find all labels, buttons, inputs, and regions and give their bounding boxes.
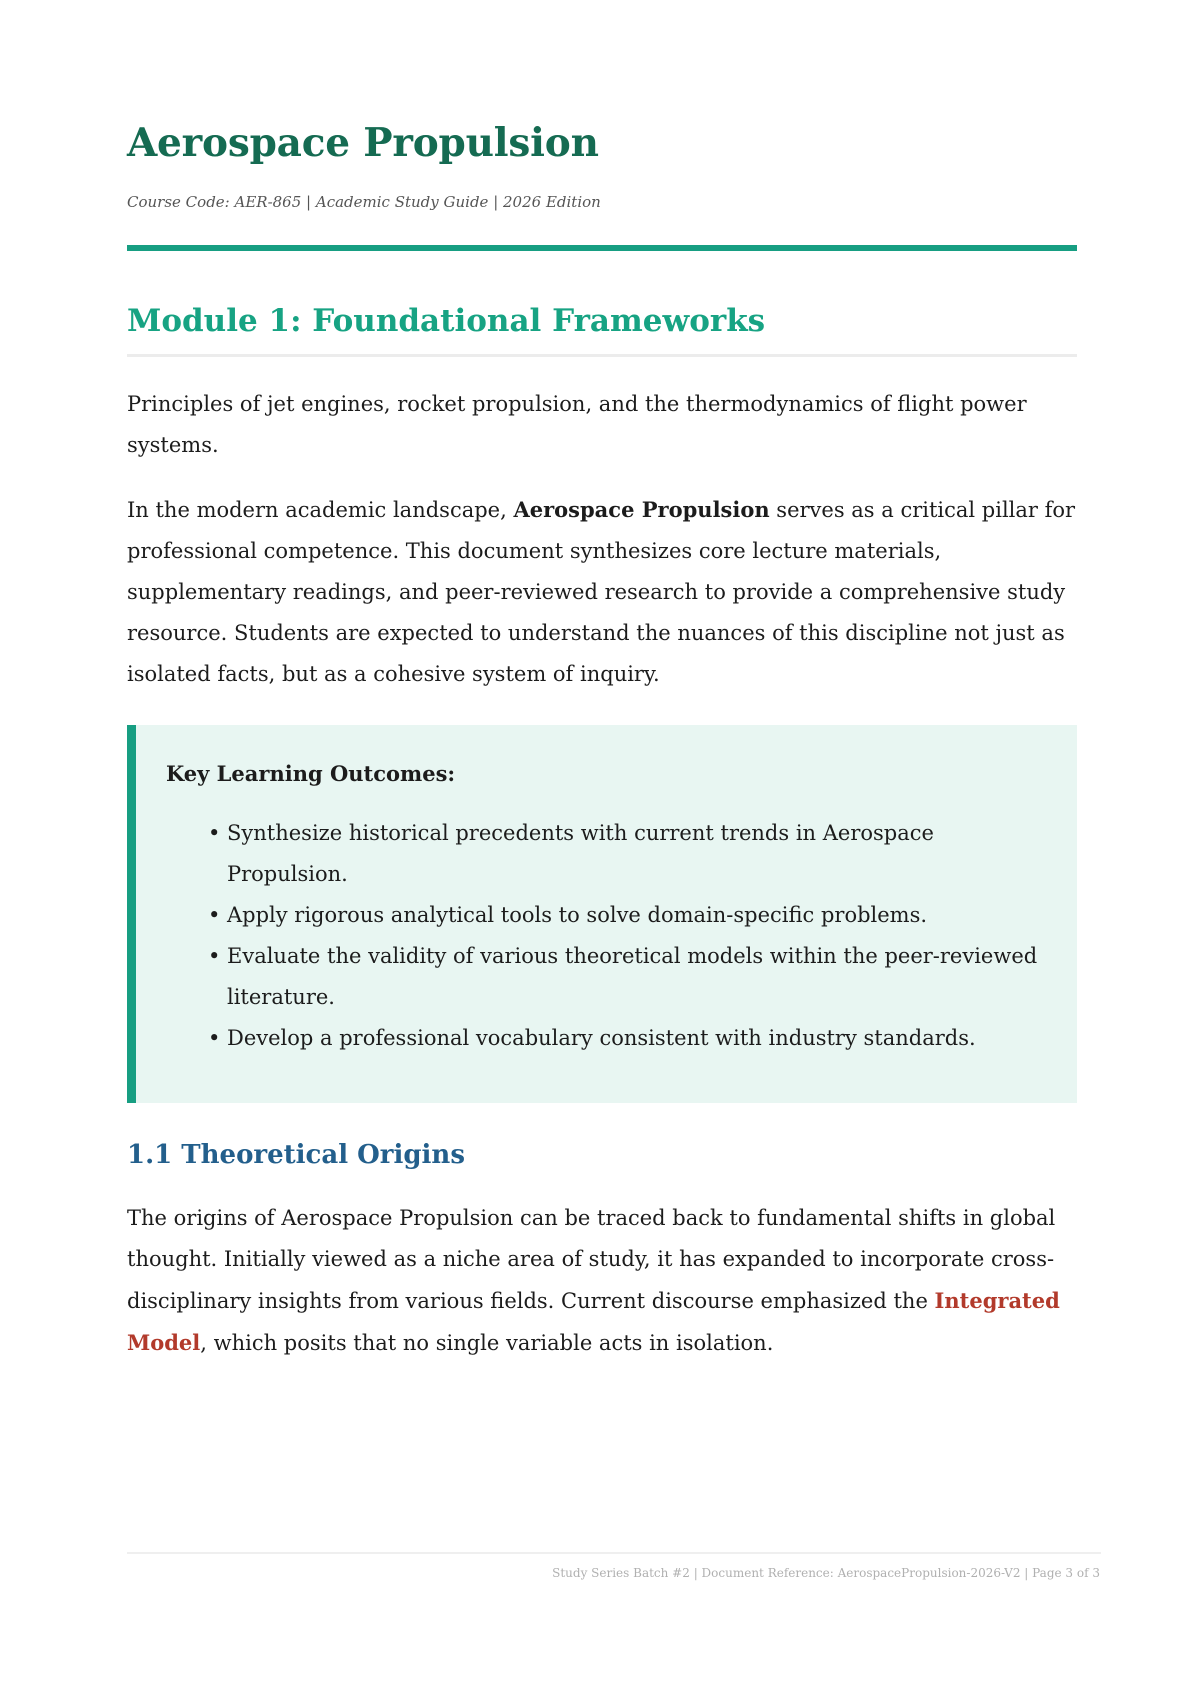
module-intro-paragraph: Principles of jet engines, rocket propulsion, and the thermodynamics of flight power systems. — [127, 391, 1027, 457]
list-item-text: Apply rigorous analytical tools to solve domain-specific problems. — [227, 902, 928, 927]
learning-outcomes-title: Key Learning Outcomes: — [166, 760, 456, 786]
bullet-icon: • — [208, 943, 221, 968]
highlighted-term: Integrated Model — [127, 1287, 1060, 1355]
learning-outcomes-list — [166, 813, 1047, 1059]
document-subtitle: Course Code: AER-865 | Academic Study Guide | 2026 Edition — [127, 192, 601, 211]
document-title: Aerospace Propulsion — [127, 120, 599, 166]
bullet-icon: • — [208, 902, 221, 927]
paragraph-text: In the modern academic landscape, — [127, 497, 514, 522]
paragraph-text: serves as a critical pillar for professional competence. This document synthesizes core lecture materials, supplementary readings, and peer-reviewed research to provide a comprehensive study resource. Students are expected to understand the nuances of this discipline not just as isolated facts, but as a cohesive system of inquiry. — [127, 497, 1076, 686]
bullet-icon: • — [208, 1025, 221, 1050]
title-divider — [127, 245, 1077, 251]
footer-divider — [127, 1552, 1101, 1554]
list-item-text: Develop a professional vocabulary consistent with industry standards. — [227, 1025, 976, 1050]
list-item-text: Synthesize historical precedents with current trends in Aerospace Propulsion. — [227, 820, 934, 886]
list-item — [208, 936, 1047, 1018]
paragraph-text: , which posits that no single variable acts in isolation. — [200, 1330, 774, 1355]
bullet-icon: • — [208, 820, 221, 845]
module-divider — [127, 354, 1077, 357]
list-item — [208, 895, 1047, 936]
section-paragraph — [127, 1198, 1077, 1364]
module-heading: Module 1: Foundational Frameworks — [127, 302, 766, 339]
list-item — [208, 813, 1047, 895]
learning-outcomes-callout — [127, 725, 1077, 1103]
section-heading: 1.1 Theoretical Origins — [127, 1139, 465, 1170]
list-item — [208, 1018, 1047, 1059]
bold-term: Aerospace Propulsion — [513, 496, 770, 522]
module-main-paragraph — [127, 489, 1077, 695]
paragraph-text: The origins of Aerospace Propulsion can be traced back to fundamental shifts in global thought. Initially viewed as a niche area of study, it has expanded to incorporate cross-disciplinary insights from various fields. Current discourse emphasized the — [127, 1205, 1056, 1313]
list-item-text: Evaluate the validity of various theoretical models within the peer-reviewed literature. — [227, 943, 1038, 1009]
document-page — [127, 120, 1077, 1364]
page-footer: Study Series Batch #2 | Document Reference: AerospacePropulsion-2026-V2 | Page 3 of 3 — [552, 1566, 1100, 1580]
